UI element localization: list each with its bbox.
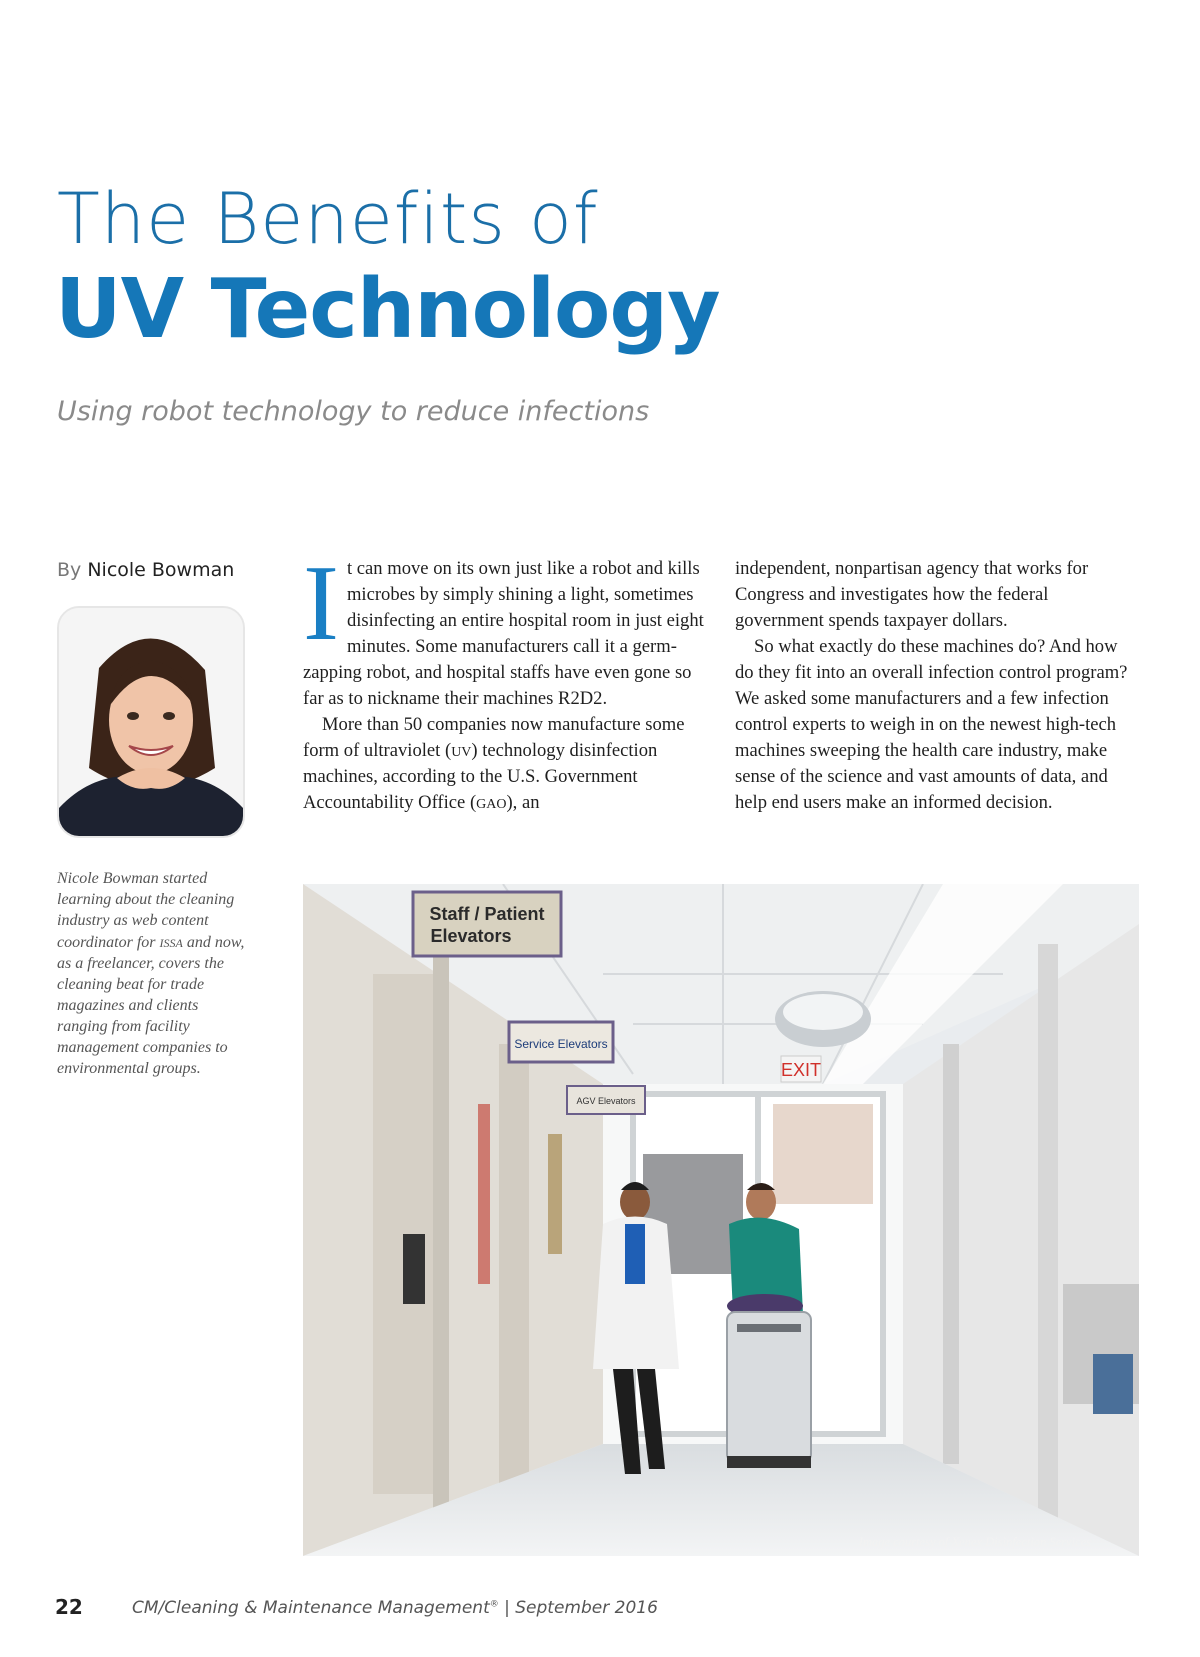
sign-service: Service Elevators: [514, 1037, 608, 1051]
publication-name: CM/Cleaning & Maintenance Management: [132, 1598, 490, 1618]
corridor-illustration: [303, 884, 1139, 1556]
page-number: 22: [55, 1595, 83, 1619]
body-column-2: [735, 556, 1135, 816]
subtitle: Using robot technology to reduce infections: [57, 396, 650, 427]
author-portrait: [59, 608, 243, 836]
paragraph-2-text-a: More than 50 companies now manufacture some form of ultraviolet (: [303, 714, 685, 761]
paragraph-2-text-c: ), an: [506, 792, 540, 813]
paragraph-2: [303, 712, 707, 816]
paragraph-4: So what exactly do these machines do? And how do they fit into an overall infection control program? We asked some manufacturers and a few infection control experts to weigh in on the newest high-tech machines sweeping the health care industry, make sense of the science and vast amounts of data, and help end users make an informed decision.: [735, 636, 1128, 813]
body-column-1: [303, 544, 707, 816]
sign-staff-line-1: Staff / Patient: [429, 904, 545, 924]
bio-text-2: and now, as a freelancer, covers the cleaning beat for trade magazines and clients ranging from facility management companies to environmental groups.: [57, 934, 245, 1077]
bio-text-1: Nicole Bowman started learning about the cleaning industry as web content coordinator for: [57, 870, 235, 951]
byline: [57, 559, 234, 581]
exit-sign: EXIT: [780, 1060, 822, 1080]
byline-prefix: By: [57, 559, 82, 581]
uv-robot: [727, 1294, 811, 1468]
paragraph-1: [303, 544, 707, 712]
hospital-corridor-photo: [303, 884, 1139, 1556]
bio-org: issa: [159, 932, 183, 951]
registered-mark: ®: [489, 1599, 499, 1610]
publication-date: | September 2016: [498, 1598, 658, 1618]
author-name: Nicole Bowman: [87, 559, 235, 581]
uv-abbr: uv: [451, 740, 472, 761]
image-credit: Image courtesy of Xenex Disinfection Services: [858, 1535, 1091, 1549]
footer-publication: [132, 1598, 658, 1618]
title-line-1: The Benefits of: [57, 178, 599, 260]
sign-agv: AGV Elevators: [576, 1096, 636, 1106]
drop-cap: I: [303, 544, 339, 663]
gao-abbr: gao: [476, 792, 507, 813]
paragraph-3: independent, nonpartisan agency that works for Congress and investigates how the federal government spends taxpayer dollars.: [735, 558, 1089, 631]
paragraph-1-text: t can move on its own just like a robot and kills microbes by simply shining a light, sometimes disinfecting an entire hospital room in just eight minutes. Some manufacturers call it a germ-zapping robot, and hospital staffs have even gone so far as to nickname their machines R2D2.: [303, 558, 704, 709]
author-bio: [57, 868, 247, 1079]
sign-staff-line-2: Elevators: [430, 926, 512, 946]
title-line-2: UV Technology: [55, 262, 720, 357]
paragraph-2-text-b: ) technology disinfection machines, according to the U.S. Government Accountability Office (: [303, 740, 658, 813]
author-photo: [57, 606, 245, 838]
